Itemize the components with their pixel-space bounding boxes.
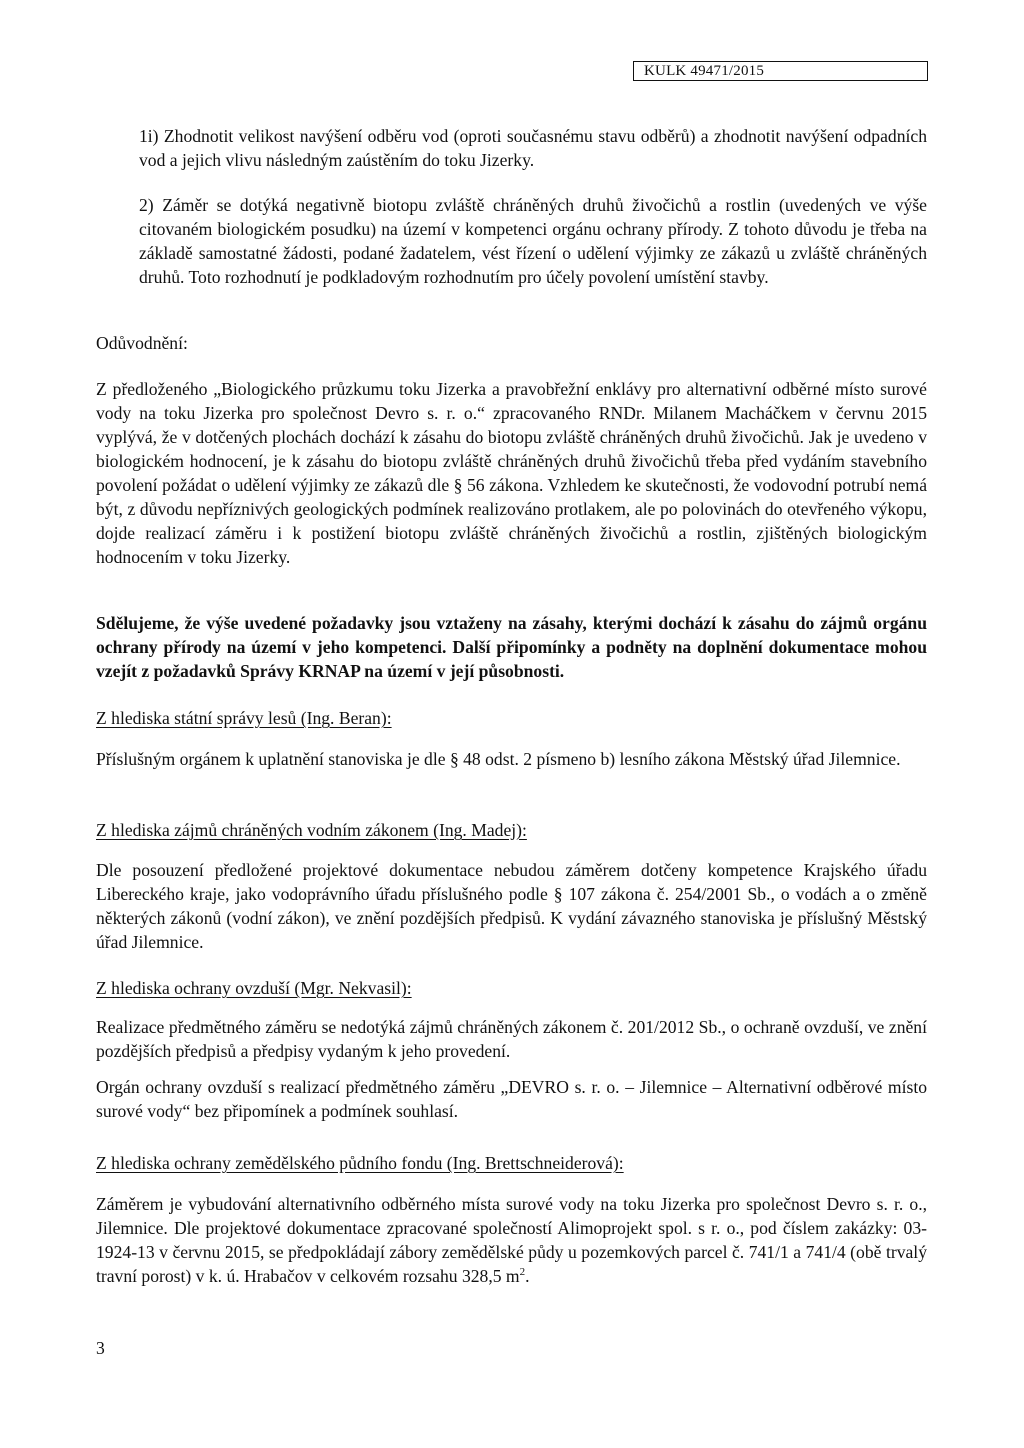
item-2: 2) Záměr se dotýká negativně biotopu zvláště chráněných druhů živočichů a rostlin (uvedených ve výše citovaném biologickém posudku) na území v kompetenci orgánu ochrany přírody. Z tohoto důvodu je třeba na základě samostatné žádosti, podané žadatelem, vést řízení o udělení výjimky ze zákazů u zvláště chráněných druhů. Toto rozhodnutí je podkladovým rozhodnutím pro účely povolení umístění stavby.	[139, 195, 927, 287]
air-heading: Z hlediska ochrany ovzduší (Mgr. Nekvasil):	[96, 978, 412, 998]
water-text: Dle posouzení předložené projektové dokumentace nebudou záměrem dotčeny kompetence Krajského úřadu Libereckého kraje, jako vodoprávního úřadu příslušného podle § 107 zákona č. 254/2001 Sb., o vodách a o změně některých zákonů (vodní zákon), ve znění pozdějších předpisů. K vydání závazného stanoviska je příslušný Městský úřad Jilemnice.	[96, 860, 927, 952]
notice-bold: Sdělujeme, že výše uvedené požadavky jsou vztaženy na zásahy, kterými dochází k zásahu do zájmů orgánu ochrany přírody na území v jeho kompetenci. Další připomínky a podněty na doplnění dokumentace mohou vzejít z požadavků Správy KRNAP na území v její působnosti.	[96, 613, 927, 681]
forests-text: Příslušným orgánem k uplatnění stanoviska je dle § 48 odst. 2 písmeno b) lesního zákona Městský úřad Jilemnice.	[96, 749, 901, 769]
agri-superscript: 2	[519, 1266, 526, 1279]
page-number: 3	[96, 1338, 105, 1358]
forests-heading: Z hlediska státní správy lesů (Ing. Beran):	[96, 708, 392, 728]
air-text-2: Orgán ochrany ovzduší s realizací předmětného záměru „DEVRO s. r. o. – Jilemnice – Alternativní odběrové místo surové vody“ bez připomínek a podmínek souhlasí.	[96, 1077, 927, 1121]
air-text-1: Realizace předmětného záměru se nedotýká zájmů chráněných zákonem č. 201/2012 Sb., o ochraně ovzduší, ve znění pozdějších předpisů a předpisy vydaným k jeho provedení.	[96, 1017, 927, 1061]
reference-number-box: KULK 49471/2015	[633, 61, 928, 81]
agri-text-body: Záměrem je vybudování alternativního odběrného místa surové vody na toku Jizerka pro společnost Devro s. r. o., Jilemnice. Dle projektové dokumentace zpracované společností Alimoprojekt spol. s r. o., pod číslem zakázky: 03-1924-13 v červnu 2015, se předpokládají zábory zemědělské půdy u pozemkových parcel č. 741/1 a 741/4 (obě trvalý travní porost) v k. ú. Hrabačov v celkovém rozsahu 328,5 m	[96, 1194, 927, 1286]
agri-heading: Z hlediska ochrany zemědělského půdního fondu (Ing. Brettschneiderová):	[96, 1153, 624, 1173]
justification-label: Odůvodnění:	[96, 333, 188, 353]
agri-text	[96, 1192, 927, 1288]
water-heading: Z hlediska zájmů chráněných vodním zákonem (Ing. Madej):	[96, 820, 527, 840]
agri-text-end: .	[525, 1266, 530, 1286]
justification-text: Z předloženého „Biologického průzkumu toku Jizerka a pravobřežní enklávy pro alternativní odběrné místo surové vody na toku Jizerka pro společnost Devro s. r. o.“ zpracovaného RNDr. Milanem Macháčkem v červnu 2015 vyplývá, že v dotčených plochách dochází k zásahu do biotopu zvláště chráněných druhů živočichů. Jak je uvedeno v biologickém hodnocení, je k zásahu do biotopu zvláště chráněných druhů živočichů třeba před vydáním stavebního povolení požádat o udělení výjimky ze zákazů dle § 56 zákona. Vzhledem ke skutečnosti, že vodovodní potrubí nemá být, z důvodu nepříznivých geologických podmínek realizováno protlakem, ale po polovinách do otevřeného výkopu, dojde realizací záměru i k postižení biotopu zvláště chráněných živočichů a rostlin, zjištěných biologickým hodnocením v toku Jizerky.	[96, 379, 927, 567]
item-1i: 1i) Zhodnotit velikost navýšení odběru vod (oproti současnému stavu odběrů) a zhodnotit navýšení odpadních vod a jejich vlivu následným zaústěním do toku Jizerky.	[139, 126, 927, 170]
